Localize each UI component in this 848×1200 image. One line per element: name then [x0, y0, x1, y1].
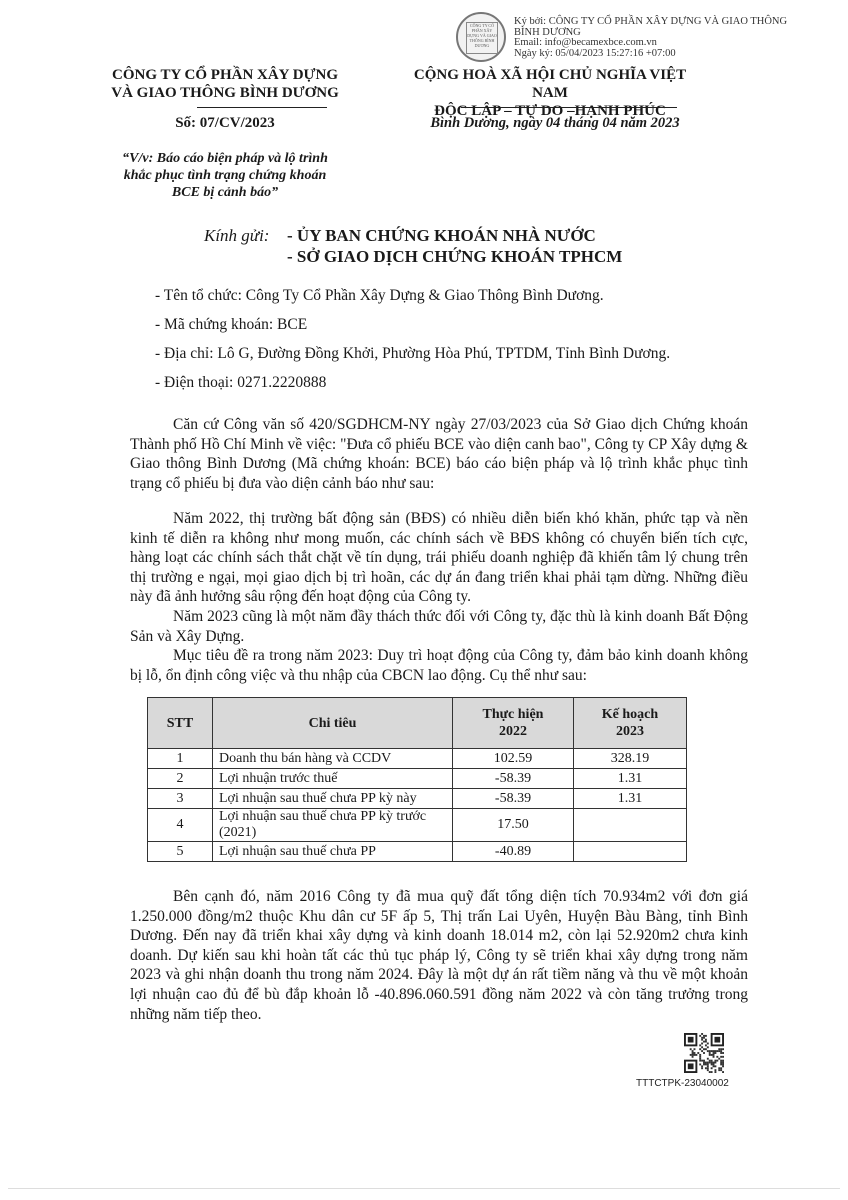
signed-by-cont: BÌNH DƯƠNG [514, 26, 581, 38]
cell-chi-tieu: Lợi nhuận sau thuế chưa PP [213, 842, 453, 862]
header-actual-line1: Thực hiện [482, 707, 544, 722]
table-header-row [148, 698, 687, 749]
table-row [148, 769, 687, 789]
paragraph-basis [130, 415, 748, 493]
table-row [148, 789, 687, 809]
cell-plan: 1.31 [574, 769, 687, 789]
paragraph-text: Năm 2023 cũng là một năm đầy thách thức đối với Công ty, đặc thù là kinh doanh Bất Động Sản và Xây Dựng. [130, 607, 748, 645]
document-number: Số: 07/CV/2023 [175, 115, 275, 131]
signature-email: Email: info@becamexbce.com.vn [514, 37, 657, 48]
subject-line2: khắc phục tình trạng chứng khoán [123, 168, 327, 183]
cell-stt: 3 [148, 789, 213, 809]
national-motto [400, 66, 700, 120]
header-plan-2023 [574, 698, 687, 749]
cell-chi-tieu: Lợi nhuận sau thuế chưa PP kỳ này [213, 789, 453, 809]
cell-stt: 1 [148, 749, 213, 769]
cell-actual: 102.59 [453, 749, 574, 769]
cell-plan: 328.19 [574, 749, 687, 769]
info-address: - Địa chỉ: Lô G, Đường Đồng Khởi, Phường Hòa Phú, TPTDM, Tỉnh Bình Dương. [155, 345, 671, 362]
divider [197, 107, 327, 108]
company-seal [456, 12, 506, 62]
nation-line1: CỘNG HOÀ XÃ HỘI CHỦ NGHĨA VIỆT NAM [413, 67, 687, 101]
cell-stt: 4 [148, 809, 213, 842]
cell-actual: -58.39 [453, 769, 574, 789]
cell-chi-tieu: Doanh thu bán hàng và CCDV [213, 749, 453, 769]
subject-line1: “V/v: Báo cáo biện pháp và lộ trình [122, 151, 328, 166]
header-plan-line2: 2023 [616, 724, 644, 739]
signature-date: Ngày ký: 05/04/2023 15:27:16 +07:00 [514, 47, 676, 59]
paragraph-land-fund [130, 887, 748, 1024]
cell-stt: 2 [148, 769, 213, 789]
header-plan-line1: Kế hoạch [601, 707, 659, 722]
table-row [148, 842, 687, 862]
info-phone: - Điện thoại: 0271.2220888 [155, 374, 327, 391]
cell-plan [574, 809, 687, 842]
nation-line2: ĐỘC LẬP – TỰ DO –HẠNH PHÚC [434, 103, 666, 119]
cell-chi-tieu: Lợi nhuận sau thuế chưa PP kỳ trước (2021) [213, 809, 453, 842]
recipient-item: - ỦY BAN CHỨNG KHOÁN NHÀ NƯỚC [287, 226, 596, 245]
company-name-line1: CÔNG TY CỔ PHẦN XÂY DỰNG [112, 67, 338, 83]
company-name-line2: VÀ GIAO THÔNG BÌNH DƯƠNG [111, 85, 339, 101]
info-ticker: - Mã chứng khoán: BCE [155, 316, 308, 333]
table-row [148, 809, 687, 842]
cell-actual: -40.89 [453, 842, 574, 862]
document-subject [110, 150, 340, 201]
divider [461, 107, 677, 108]
cell-plan: 1.31 [574, 789, 687, 809]
header-actual-line2: 2022 [499, 724, 527, 739]
paragraph-text: Mục tiêu đề ra trong năm 2023: Duy trì hoạt động của Công ty, đảm bảo kinh doanh không bị lỗ, ổn định công việc và thu nhập của CBCN lao động. Cụ thể như sau: [130, 647, 748, 684]
paragraph-text: Căn cứ Công văn số 420/SGDHCM-NY ngày 27/03/2023 của Sở Giao dịch Chứng khoán Thành phố Hồ Chí Minh về việc: "Đưa cổ phiếu BCE vào diện canh bao", Công ty CP Xây dựng & Giao thông Bình Dương (Mã chứng khoán: BCE) báo cáo biện pháp và lộ trình khắc phục tình trạng cổ phiếu bị đưa vào diện cảnh báo như sau: [130, 416, 748, 492]
cell-chi-tieu: Lợi nhuận trước thuế [213, 769, 453, 789]
date-place: Bình Dương, ngày 04 tháng 04 năm 2023 [430, 115, 680, 131]
seal-text: CÔNG TY CỔ PHẦN XÂY DỰNG VÀ GIAO THÔNG BÌNH DƯƠNG [466, 22, 498, 54]
paragraph-text: Năm 2022, thị trường bất động sản (BĐS) có nhiều diễn biến khó khăn, phức tạp và nền kinh tế diễn ra không như mong muốn, các chính sách về BĐS không có chuyển biến tích cực, hàng loạt các chính sách thắt chặt về tín dụng, trái phiếu doanh nghiệp đã khiến tâm lý chung trên thị trường e ngại, mọi giao dịch bị trì hoãn, các dự án đang triển khai phải tạm dừng. Những điều này đã ảnh hưởng sâu rộng đến hoạt động của Công ty. [130, 510, 748, 606]
signed-by: Ký bởi: CÔNG TY CỔ PHẦN XÂY DỰNG VÀ GIAO THÔNG [514, 16, 788, 27]
cell-actual: 17.50 [453, 809, 574, 842]
paragraph-context [130, 509, 748, 685]
header-chi-tieu: Chi tiêu [213, 698, 453, 749]
recipients-label: Kính gửi: [204, 226, 270, 245]
cell-stt: 5 [148, 842, 213, 862]
company-name [110, 66, 340, 102]
qr-code-icon [684, 1033, 724, 1073]
header-stt: STT [148, 698, 213, 749]
info-org-name: - Tên tổ chức: Công Ty Cổ Phần Xây Dựng & Giao Thông Bình Dương. [155, 287, 604, 304]
document-code: TTTCTPK-23040002 [636, 1078, 729, 1089]
page-edge-line [8, 1188, 840, 1189]
table-row [148, 749, 687, 769]
header-actual-2022 [453, 698, 574, 749]
cell-actual: -58.39 [453, 789, 574, 809]
targets-table [147, 697, 687, 862]
cell-plan [574, 842, 687, 862]
paragraph-text: Bên cạnh đó, năm 2016 Công ty đã mua quỹ đất tổng diện tích 70.934m2 với đơn giá 1.250.000 đồng/m2 thuộc Khu dân cư 5F ấp 5, Thị trấn Lai Uyên, Huyện Bàu Bàng, tỉnh Bình Dương. Đến nay đã triển khai xây dựng và kinh doanh 18.014 m2, còn lại 52.920m2 chưa kinh doanh. Dự kiến sau khi hoàn tất các thủ tục pháp lý, Công ty sẽ triển khai xây dựng trong năm 2023 và ghi nhận doanh thu trong năm 2024. Đây là một dự án rất tiềm năng và thu về một khoản lợi nhuận cao đủ để bù đắp khoản lỗ -40.896.060.591 đồng năm 2022 và còn tăng trưởng trong những năm tiếp theo. [130, 888, 748, 1023]
digital-signature-info [514, 17, 787, 59]
subject-line3: BCE bị cảnh báo” [171, 185, 279, 200]
recipient-item: - SỞ GIAO DỊCH CHỨNG KHOÁN TPHCM [287, 247, 623, 266]
